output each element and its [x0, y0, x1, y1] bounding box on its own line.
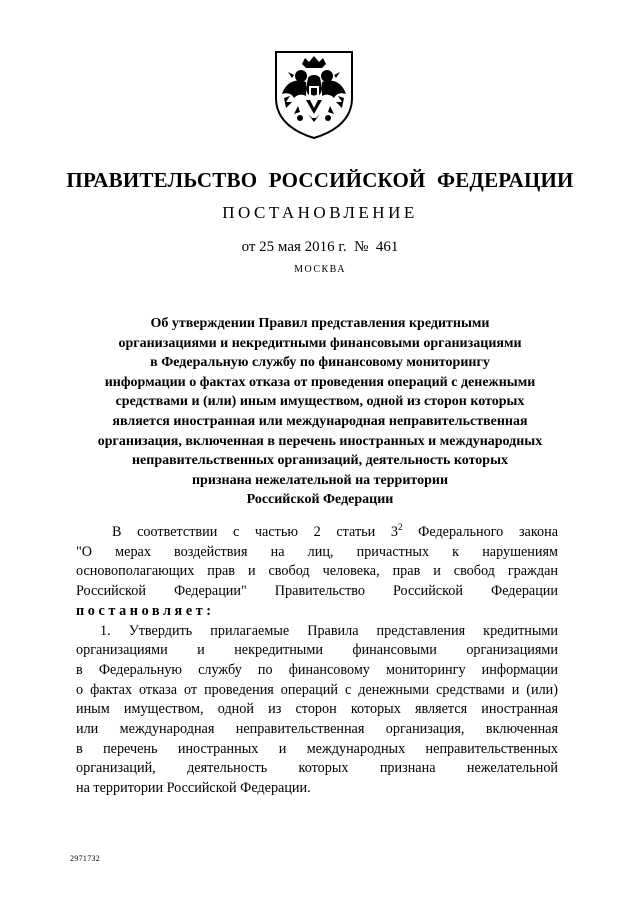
item-line: или международная неправительственная организация, включенная [76, 721, 558, 738]
heading-line: признана нежелательной на территории [191, 472, 449, 488]
heading-line: Российской Федерации [246, 492, 394, 508]
item-line: иным имуществом, одной из сторон которых является иностранная [76, 701, 558, 718]
resolves-word: постановляет: [76, 602, 215, 619]
document-heading [90, 314, 550, 510]
superscript: 2 [397, 522, 403, 532]
preamble-line: "О мерах воздействия на лиц, причастных к нарушениям [76, 543, 558, 560]
document-type: ПОСТАНОВЛЕНИЕ [222, 203, 418, 222]
heading-line: неправительственных организаций, деятельность которых [131, 453, 509, 469]
document-date-number: от 25 мая 2016 г. № 461 [241, 239, 399, 255]
item-line: на территории Российской Федерации. [76, 780, 311, 797]
item-line: 1. Утвердить прилагаемые Правила представления кредитными [100, 622, 558, 639]
preamble-line: Российской Федерации" Правительство Российской Федерации [76, 583, 558, 600]
preamble-line: основополагающих прав и свобод человека, прав и свобод граждан [76, 563, 558, 580]
preamble-text: Федерального закона [402, 524, 558, 540]
preamble-text: В соответствии с частью 2 статьи 3 [112, 524, 398, 540]
heading-line: информации о фактах отказа от проведения операций с денежными [104, 374, 536, 390]
heading-line: организация, включенная в перечень иностранных и международных [97, 433, 543, 449]
item-line: организациями и некредитными финансовыми организациями [76, 642, 558, 659]
document-internal-number: 2971732 [70, 854, 101, 863]
heading-line: является иностранная или международная неправительственная [112, 413, 528, 429]
document-city: МОСКВА [294, 264, 346, 275]
government-title: ПРАВИТЕЛЬСТВО РОССИЙСКОЙ ФЕДЕРАЦИИ [66, 168, 574, 192]
document-body [76, 523, 558, 799]
heading-line: организациями и некредитными финансовыми организациями [118, 335, 522, 351]
preamble-line [76, 523, 558, 543]
heading-line: средствами и (или) иным имуществом, одной из сторон которых [115, 394, 525, 410]
heading-line: Об утверждении Правил представления кредитными [150, 316, 490, 331]
heading-line: в Федеральную службу по финансовому мониторингу [150, 355, 490, 371]
item-line: организаций, деятельность которых признана нежелательной [76, 760, 558, 777]
item-line: о фактах отказа от проведения операций с денежными средствами и (или) [76, 681, 558, 698]
item-line: в Федеральную службу по финансовому мониторингу информации [76, 661, 558, 678]
item-line: в перечень иностранных и международных неправительственных [76, 740, 558, 757]
coat-of-arms-emblem [272, 48, 356, 140]
